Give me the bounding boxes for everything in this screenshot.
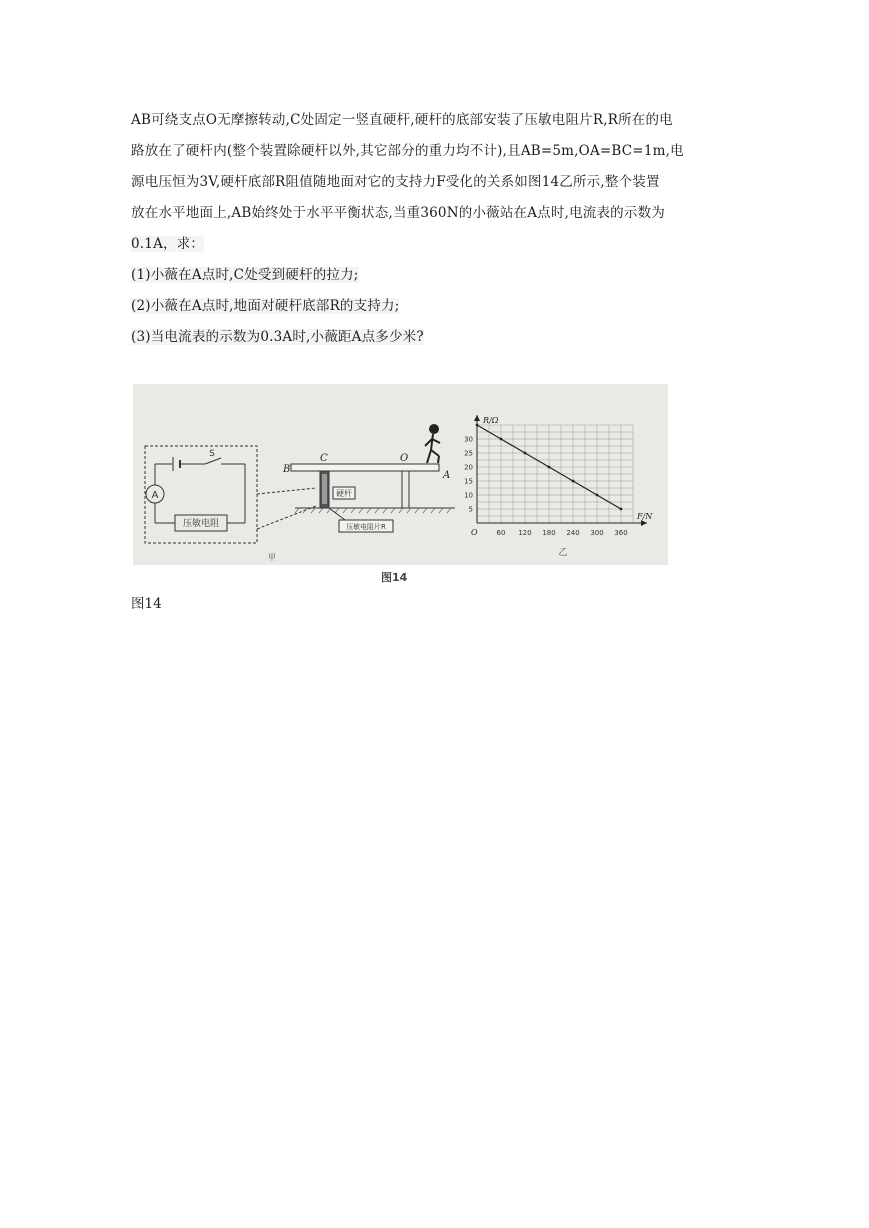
data-point — [596, 494, 599, 497]
problem-line: 放在水平地面上,AB始终处于水平平衡状态,当重360N的小薇站在A点时,电流表的示数为 — [131, 205, 665, 221]
label-B: B — [283, 464, 291, 475]
y-tick-label: 10 — [464, 491, 473, 500]
circuit-diagram — [145, 446, 316, 543]
x-tick-label: 120 — [518, 529, 532, 537]
lever-diagram — [291, 425, 455, 532]
problem-line: 0.1A，求： — [131, 236, 205, 252]
sub-label-left: 甲 — [268, 553, 276, 562]
problem-line: 路放在了硬杆内(整个装置除硬杆以外,其它部分的重力均不计),且AB=5m,OA=BC=1m,电 — [131, 143, 684, 159]
label-C: C — [320, 453, 328, 464]
rod-label: 硬杆 — [336, 489, 352, 498]
y-tick-label: 25 — [464, 449, 473, 458]
y-tick-label: 15 — [464, 477, 473, 486]
origin-label: O — [471, 528, 478, 537]
person-icon — [425, 425, 440, 463]
problem-line: AB可绕支点O无摩擦转动,C处固定一竖直硬杆,硬杆的底部安装了压敏电阻片R,R所在的电 — [131, 112, 673, 128]
x-axis-label: F/N — [637, 512, 653, 521]
problem-text — [131, 108, 741, 350]
problem-line: 源电压恒为3V,硬杆底部R阻值随地面对它的支持力F受化的关系如图14乙所示,整个装置 — [131, 174, 660, 190]
data-point — [476, 424, 479, 427]
data-point — [548, 466, 551, 469]
figure-svg — [133, 384, 668, 565]
data-point — [620, 508, 623, 511]
y-axis-label: R/Ω — [483, 416, 499, 425]
x-tick-label: 300 — [590, 529, 604, 537]
x-tick-label: 240 — [566, 529, 580, 537]
resistor-label: 压敏电阻 — [182, 519, 220, 529]
ammeter-label: A — [151, 490, 159, 501]
y-axis-arrow — [474, 415, 480, 421]
y-tick-label: 30 — [464, 435, 473, 444]
figure-caption: 图14 — [381, 571, 408, 584]
switch-label: S — [209, 449, 215, 459]
sub-label-right: 乙 — [558, 548, 568, 558]
data-point — [524, 452, 527, 455]
x-tick-label: 60 — [496, 529, 506, 537]
figure-14 — [133, 384, 668, 565]
label-A: A — [443, 470, 451, 481]
question-1: (1)小薇在A点时,C处受到硬杆的拉力; — [131, 267, 359, 283]
data-point — [572, 480, 575, 483]
x-tick-label: 360 — [614, 529, 628, 537]
sensor-label: 压敏电阻片R — [346, 523, 386, 531]
data-point — [500, 438, 503, 441]
y-tick-label: 5 — [468, 505, 473, 514]
question-2: (2)小薇在A点时,地面对硬杆底部R的支持力; — [131, 298, 400, 314]
resistance-force-chart — [464, 415, 653, 537]
lever-beam — [291, 464, 439, 471]
question-3: (3)当电流表的示数为0.3A时,小薇距A点多少米? — [131, 329, 424, 345]
label-O: O — [400, 453, 409, 464]
x-tick-label: 180 — [542, 529, 556, 537]
y-tick-label: 20 — [464, 463, 473, 472]
caption-below: 图14 — [131, 596, 162, 612]
